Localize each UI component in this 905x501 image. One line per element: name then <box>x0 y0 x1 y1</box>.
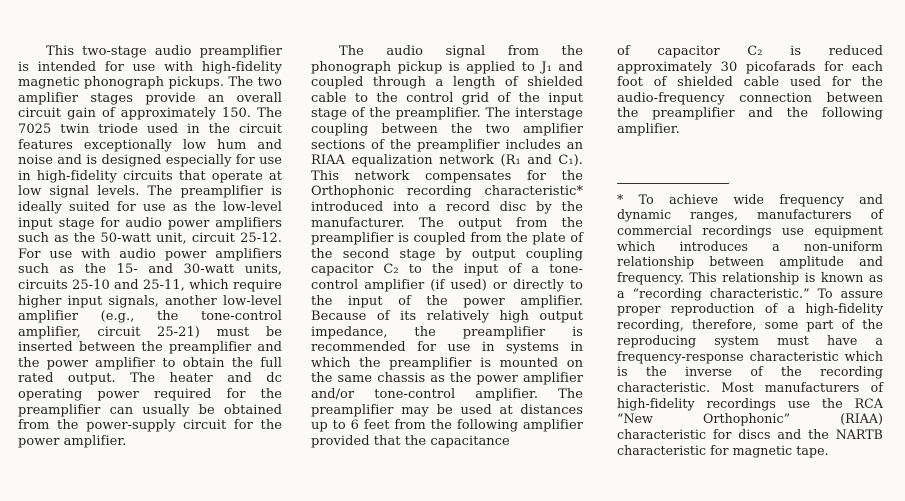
text-column-1 <box>18 44 282 449</box>
text-column-3 <box>617 44 883 459</box>
footnote-recording-characteristic: * To achieve wide frequency and dynamic ranges, manufacturers of commercial recordings use equipment which introduces a non-uniform relationship between amplitude and frequency. This relationship is known as a “recording characteristic.” To assure proper reproduction of a high-fidelity recording, therefore, some part of the reproducing system must have a frequency-response characteristic which is the inverse of the recording characteristic. Most manufacturers of high-fidelity recordings use the RCA “New Orthophonic” (RIAA) characteristic for discs and the NARTB characteristic for magnetic tape. <box>617 191 883 458</box>
paragraph-preamplifier-description: This two-stage audio preamplifier is intended for use with high-fidelity magnetic phonograph pickups. The two amplifier stages provide an overall circuit gain of approximately 150. The 7025 twin triode used in the circuit features exceptionally low hum and noise and is designed especially for use in high-fidelity circuits that operate at low signal levels. The preamplifier is ideally suited for use as the low-level input stage for audio power amplifiers such as the 50-watt unit, circuit 25-12. For use with audio power amplifiers such as the 15- and 30-watt units, circuits 25-10 and 25-11, which require higher input signals, another low-level amplifier (e.g., the tone-control amplifier, circuit 25-21) must be inserted between the preamplifier and the power amplifier to obtain the full rated output. The heater and dc operating power required for the preamplifier can usually be obtained from the power-supply circuit for the power amplifier. <box>18 44 282 449</box>
paragraph-signal-path: The audio signal from the phonograph pickup is applied to J₁ and coupled through a length of shielded cable to the control grid of the input stage of the preamplifier. The interstage coupling between the two amplifier sections of the preamplifier includes an RIAA equalization network (R₁ and C₁). This network compensates for the Orthophonic recording characteristic* introduced into a record disc by the manufacturer. The output from the preamplifier is coupled from the plate of the second stage by output coupling capacitor C₂ to the input of a tone-control amplifier (if used) or directly to the input of the power amplifier. Because of its relatively high output impedance, the preamplifier is recommended for use in systems in which the preamplifier is mounted on the same chassis as the power amplifier and/or tone-control amplifier. The preamplifier may be used at distances up to 6 feet from the following amplifier provided that the capacitance <box>311 44 583 449</box>
footnote-rule <box>617 183 729 184</box>
text-column-2 <box>311 44 583 449</box>
paragraph-capacitance-note: of capacitor C₂ is reduced approximately 30 picofarads for each foot of shielded cable used for the audio-frequency connection between the preamplifier and the following amplifier. <box>617 44 883 137</box>
